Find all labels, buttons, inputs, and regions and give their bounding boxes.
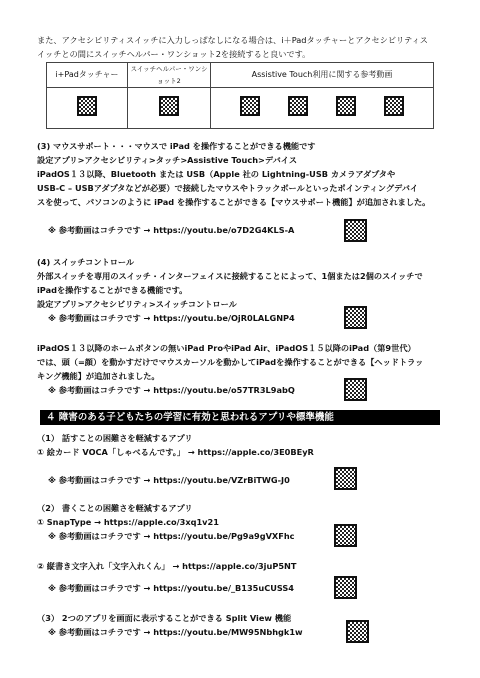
qr-code[interactable] [334,576,357,599]
section-4-path: 設定アプリ>アクセシビリティ>スイッチコントロール [37,299,237,309]
section-5-body-3: キング機能】が追加されました。 [37,371,160,381]
reference-table [46,62,434,129]
intro-line-1: また、アクセシビリティスイッチに入力しっぱなしになる場合は、i＋Padタッチャーとアクセシビリティス [37,35,428,45]
qr-code[interactable] [159,96,179,116]
section-5-body-1: iPadOS１３以降のホームボタンの無いiPad ProやiPad Air、iPadOS１５以降のiPad（第9世代） [37,343,416,353]
c3-ref-link[interactable]: ※ 参考動画はコチラです → https://youtu.be/MW95Nbhgk1w [48,627,303,637]
c3-title: （3） 2つのアプリを画面に表示することができる Split View 機能 [37,613,292,623]
section-4-body-1: 外部スイッチを専用のスイッチ・インターフェイスに接続することによって、1個または2個のスイッチで [37,271,423,281]
section-3-body-3: スを使って、パソコンのように iPad を操作することができる【マウスサポート機能】が追加されました。 [37,197,431,207]
section-3-body-2: USB-C – USBアダプタなどが必要）で接続したマウスやトラックボールといったポインティングデバイ [37,183,419,193]
intro-line-2: イッチとの間にスイッチヘルパー・ワンショット2を接続すると良いです。 [37,49,311,59]
qr-code[interactable] [334,467,357,490]
c1-ref-link[interactable]: ※ 参考動画はコチラです → https://youtu.be/VZrBiTWG-J0 [48,475,290,485]
header-assistive-touch: Assistive Touch利用に関する参考動画 [211,63,434,88]
c1-item-link[interactable]: ① 絵カード VOCA「しゃべるんです。」 → https://apple.co/3E0BEyR [37,447,314,457]
qr-code[interactable] [288,96,308,116]
qr-code[interactable] [334,524,357,547]
chapter-4-heading: ４ 障害のある子どもたちの学習に有効と思われるアプリや標準機能 [40,410,440,425]
section-3-title: (3) マウスサポート・・・マウスで iPad を操作することができる機能です [37,141,316,151]
c2-item-2-link[interactable]: ② 縦書き文字入れ「文字入れくん」 → https://apple.co/3juP5NT [37,561,297,571]
qr-code[interactable] [384,96,404,116]
section-4-title: (4) スイッチコントロール [37,257,135,267]
header-switch-helper: スイッチヘルパー・ワンショット2 [128,63,211,88]
qr-code[interactable] [344,219,367,242]
qr-code[interactable] [240,96,260,116]
qr-code[interactable] [344,378,367,401]
section-5-ref-link[interactable]: ※ 参考動画はコチラです → https://youtu.be/o57TR3L9abQ [48,385,295,395]
section-3-body-1: iPadOS１３以降、Bluetooth または USB（Apple 社の Lightning-USB カメラアダプタや [37,169,396,179]
c1-title: （1） 話すことの困難さを軽減するアプリ [37,433,193,443]
section-4-body-2: iPadを操作することができる機能です。 [37,285,188,295]
qr-code[interactable] [336,96,356,116]
qr-code[interactable] [344,306,367,329]
c2-item-1-link[interactable]: ① SnapType → https://apple.co/3xq1v21 [37,517,219,527]
qr-code[interactable] [346,620,369,643]
c2-ref-2-link[interactable]: ※ 参考動画はコチラです → https://youtu.be/_B135uCUSS4 [48,583,294,593]
qr-code[interactable] [77,96,97,116]
c2-ref-1-link[interactable]: ※ 参考動画はコチラです → https://youtu.be/Pg9a9gVXFhc [48,531,295,541]
section-3-path: 設定アプリ>アクセシビリティ>タッチ>Assistive Touch>デバイス [37,155,298,165]
section-5-body-2: では、頭（=顔）を動かすだけでマウスカーソルを動かしてiPadを操作することができる【ヘッドトラッ [37,357,424,367]
header-ipad-toucher: i+Padタッチャー [47,63,128,88]
c2-title: （2） 書くことの困難さを軽減するアプリ [37,503,193,513]
section-3-ref-link[interactable]: ※ 参考動画はコチラです → https://youtu.be/o7D2G4KLS-A [48,225,295,235]
section-4-ref-link[interactable]: ※ 参考動画はコチラです → https://youtu.be/OjR0LALGNP4 [48,313,295,323]
